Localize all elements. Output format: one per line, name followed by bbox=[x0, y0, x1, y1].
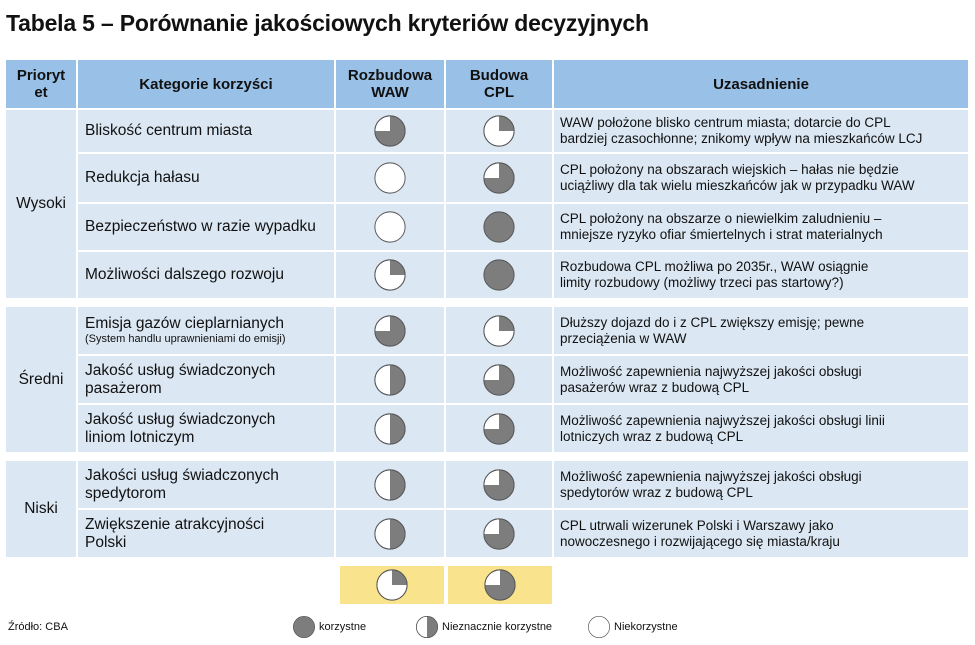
row-1-waw bbox=[336, 154, 444, 202]
row-8-cpl bbox=[446, 510, 552, 557]
justification-line1: Możliwość zapewnienia najwyższej jakości obsługi bbox=[560, 363, 862, 379]
category-note: (System handlu uprawnieniami do emisji) bbox=[85, 333, 286, 345]
priority-medium bbox=[6, 307, 76, 452]
row-6-justification bbox=[554, 405, 968, 452]
justification-line1: Rozbudowa CPL możliwa po 2035r., WAW osiągnie bbox=[560, 259, 869, 274]
justification-line1: WAW położone blisko centrum miasta; dotarcie do CPL bbox=[560, 115, 891, 130]
summary-waw-rating-icon bbox=[375, 568, 409, 602]
waw-rating-icon bbox=[373, 114, 407, 148]
row-5-justification bbox=[554, 356, 968, 403]
cpl-rating-icon bbox=[482, 161, 516, 195]
waw-rating-icon bbox=[373, 210, 407, 244]
cpl-rating-icon bbox=[482, 468, 516, 502]
row-8-category bbox=[78, 510, 334, 557]
row-7-cpl bbox=[446, 461, 552, 508]
category-label: Zwiększenie atrakcyjności bbox=[85, 515, 265, 533]
category-label-line2: Polski bbox=[85, 533, 127, 551]
header-cpl-line2: CPL bbox=[484, 84, 514, 101]
header-priority-line1: Prioryt bbox=[16, 67, 66, 84]
row-4-justification bbox=[554, 307, 968, 354]
waw-rating-icon bbox=[373, 517, 407, 551]
category-label-line2: liniom lotniczym bbox=[85, 428, 195, 446]
header-cpl bbox=[446, 60, 552, 108]
row-2-cpl bbox=[446, 204, 552, 250]
category-label: Jakość usług świadczonych bbox=[85, 410, 276, 428]
row-3-cpl bbox=[446, 252, 552, 298]
cpl-rating-icon bbox=[482, 314, 516, 348]
priority-low bbox=[6, 461, 76, 557]
row-7-waw bbox=[336, 461, 444, 508]
row-1-justification bbox=[554, 154, 968, 202]
row-5-category bbox=[78, 356, 334, 403]
row-6-cpl bbox=[446, 405, 552, 452]
waw-rating-icon bbox=[373, 161, 407, 195]
row-0-category bbox=[78, 110, 334, 152]
legend-unbeneficial-label: Niekorzystne bbox=[614, 621, 678, 633]
legend-unbeneficial bbox=[587, 615, 678, 639]
justification-line1: CPL położony na obszarze o niewielkim zaludnieniu – bbox=[560, 211, 882, 226]
legend-beneficial-label: korzystne bbox=[319, 621, 367, 633]
cpl-rating-icon bbox=[482, 363, 516, 397]
row-4-waw bbox=[336, 307, 444, 354]
justification-line1: CPL utrwali wizerunek Polski i Warszawy jako bbox=[560, 517, 834, 533]
row-6-category bbox=[78, 405, 334, 452]
header-justification-label: Uzasadnienie bbox=[713, 75, 809, 93]
justification-line2: limity rozbudowy (możliwy trzeci pas startowy?) bbox=[560, 275, 844, 290]
category-label: Jakości usług świadczonych bbox=[85, 466, 279, 484]
category-label: Możliwości dalszego rozwoju bbox=[85, 266, 284, 283]
header-category bbox=[78, 60, 334, 108]
row-3-waw bbox=[336, 252, 444, 298]
cpl-rating-icon bbox=[482, 114, 516, 148]
category-label: Emisja gazów cieplarnianych bbox=[85, 315, 285, 332]
justification-line1: CPL położony na obszarach wiejskich – hałas nie będzie bbox=[560, 162, 899, 177]
justification-line2: bardziej czasochłonne; znikomy wpływ na mieszkańców LCJ bbox=[560, 131, 923, 146]
legend-slightly-label: Nieznacznie korzystne bbox=[442, 621, 553, 633]
category-label-line2: pasażerom bbox=[85, 379, 162, 397]
summary-cpl-rating-icon bbox=[483, 568, 517, 602]
row-0-justification bbox=[554, 110, 968, 152]
justification-line2: lotniczych wraz z budową CPL bbox=[560, 428, 744, 444]
row-3-justification bbox=[554, 252, 968, 298]
row-7-justification bbox=[554, 461, 968, 508]
header-priority bbox=[6, 60, 76, 108]
waw-rating-icon bbox=[373, 363, 407, 397]
row-2-justification bbox=[554, 204, 968, 250]
row-1-category bbox=[78, 154, 334, 202]
legend-slightly bbox=[415, 615, 552, 639]
row-1-cpl bbox=[446, 154, 552, 202]
header-waw bbox=[336, 60, 444, 108]
category-label: Jakość usług świadczonych bbox=[85, 361, 276, 379]
waw-rating-icon bbox=[373, 468, 407, 502]
cpl-rating-icon bbox=[482, 412, 516, 446]
waw-rating-icon bbox=[373, 314, 407, 348]
empty-circle-icon bbox=[587, 615, 611, 639]
row-0-waw bbox=[336, 110, 444, 152]
half-circle-icon bbox=[415, 615, 439, 639]
justification-line2: uciążliwy dla tak wielu mieszkańców jak w przypadku WAW bbox=[560, 178, 915, 193]
summary-cpl bbox=[448, 566, 552, 604]
legend-beneficial bbox=[292, 615, 366, 639]
header-cpl-line1: Budowa bbox=[469, 67, 529, 84]
row-2-waw bbox=[336, 204, 444, 250]
row-5-cpl bbox=[446, 356, 552, 403]
category-label-line2: spedytorom bbox=[85, 484, 166, 502]
waw-rating-icon bbox=[373, 258, 407, 292]
priority-high bbox=[6, 110, 76, 298]
justification-line2: spedytorów wraz z budową CPL bbox=[560, 484, 753, 500]
justification-line2: przeciążenia w WAW bbox=[560, 330, 687, 346]
row-6-waw bbox=[336, 405, 444, 452]
header-category-label: Kategorie korzyści bbox=[139, 75, 273, 93]
source-note: Źródło: CBA bbox=[8, 621, 68, 633]
cpl-rating-icon bbox=[482, 258, 516, 292]
header-waw-line1: Rozbudowa bbox=[347, 67, 433, 84]
header-priority-line2: et bbox=[34, 84, 48, 101]
row-0-cpl bbox=[446, 110, 552, 152]
priority-high-label: Wysoki bbox=[16, 195, 66, 212]
full-circle-icon bbox=[292, 615, 316, 639]
row-7-category bbox=[78, 461, 334, 508]
justification-line1: Możliwość zapewnienia najwyższej jakości obsługi linii bbox=[560, 412, 885, 428]
justification-line2: nowoczesnego i rozwijającego się miasta/kraju bbox=[560, 533, 840, 549]
justification-line2: pasażerów wraz z budową CPL bbox=[560, 379, 750, 395]
cpl-rating-icon bbox=[482, 517, 516, 551]
row-5-waw bbox=[336, 356, 444, 403]
category-label: Bezpieczeństwo w razie wypadku bbox=[85, 218, 316, 235]
category-label: Bliskość centrum miasta bbox=[85, 122, 253, 139]
justification-line1: Możliwość zapewnienia najwyższej jakości obsługi bbox=[560, 468, 862, 484]
row-2-category bbox=[78, 204, 334, 250]
page-title: Tabela 5 – Porównanie jakościowych kryteriów decyzyjnych bbox=[6, 10, 649, 36]
justification-line2: mniejsze ryzyko ofiar śmiertelnych i strat materialnych bbox=[560, 227, 883, 242]
category-label: Redukcja hałasu bbox=[85, 169, 200, 186]
row-4-cpl bbox=[446, 307, 552, 354]
row-4-category bbox=[78, 307, 334, 354]
priority-medium-label: Średni bbox=[18, 370, 64, 388]
header-waw-line2: WAW bbox=[371, 84, 409, 101]
waw-rating-icon bbox=[373, 412, 407, 446]
summary-waw bbox=[340, 566, 444, 604]
priority-low-label: Niski bbox=[24, 500, 58, 517]
row-3-category bbox=[78, 252, 334, 298]
header-justification bbox=[554, 60, 968, 108]
row-8-justification bbox=[554, 510, 968, 557]
cpl-rating-icon bbox=[482, 210, 516, 244]
row-8-waw bbox=[336, 510, 444, 557]
justification-line1: Dłuższy dojazd do i z CPL zwiększy emisję; pewne bbox=[560, 314, 865, 330]
